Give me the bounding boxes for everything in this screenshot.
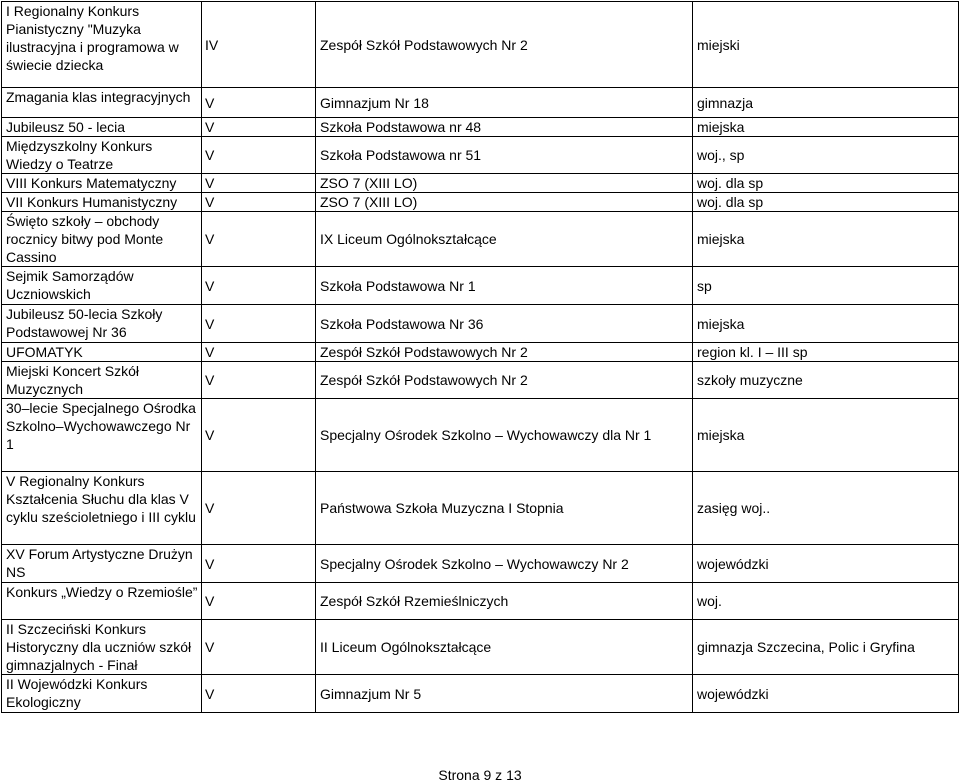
school-cell: Gimnazjum Nr 18 [316, 88, 693, 118]
school-cell: IX Liceum Ogólnokształcące [316, 212, 693, 267]
table-row [2, 267, 959, 305]
event-name-cell: Międzyszkolny Konkurs Wiedzy o Teatrze [2, 137, 202, 174]
event-name-cell: Sejmik Samorządów Uczniowskich [2, 267, 202, 305]
scope-cell: wojewódzki [693, 675, 959, 713]
table-row [2, 362, 959, 399]
school-cell: Szkoła Podstawowa Nr 36 [316, 305, 693, 343]
level-cell: V [202, 305, 316, 343]
event-name-cell: VIII Konkurs Matematyczny [2, 174, 202, 193]
table-row [2, 583, 959, 620]
school-cell: Państwowa Szkoła Muzyczna I Stopnia [316, 472, 693, 545]
level-cell: V [202, 472, 316, 545]
scope-cell: woj., sp [693, 137, 959, 174]
scope-cell: gimnazja Szczecina, Polic i Gryfina [693, 620, 959, 675]
table-row [2, 399, 959, 472]
school-cell: Szkoła Podstawowa nr 51 [316, 137, 693, 174]
school-cell: ZSO 7 (XIII LO) [316, 193, 693, 212]
table-row [2, 137, 959, 174]
table-row [2, 193, 959, 212]
level-cell: V [202, 88, 316, 118]
event-name-cell: VII Konkurs Humanistyczny [2, 193, 202, 212]
scope-cell: miejska [693, 212, 959, 267]
scope-cell: sp [693, 267, 959, 305]
level-cell: V [202, 212, 316, 267]
level-cell: V [202, 267, 316, 305]
scope-cell: wojewódzki [693, 545, 959, 583]
level-cell: V [202, 545, 316, 583]
scope-cell: woj. dla sp [693, 193, 959, 212]
school-cell: Zespół Szkół Rzemieślniczych [316, 583, 693, 620]
event-name-cell: 30–lecie Specjalnego Ośrodka Szkolno–Wychowawczego Nr 1 [2, 399, 202, 472]
table-row [2, 2, 959, 88]
level-cell: V [202, 583, 316, 620]
event-name-cell: XV Forum Artystyczne Drużyn NS [2, 545, 202, 583]
school-cell: Specjalny Ośrodek Szkolno – Wychowawczy Nr 2 [316, 545, 693, 583]
scope-cell: region kl. I – III sp [693, 343, 959, 362]
level-cell: V [202, 362, 316, 399]
table-row [2, 174, 959, 193]
level-cell: V [202, 193, 316, 212]
scope-cell: miejska [693, 399, 959, 472]
scope-cell: miejska [693, 305, 959, 343]
level-cell: V [202, 137, 316, 174]
scope-cell: miejski [693, 2, 959, 88]
table-row [2, 305, 959, 343]
table-row [2, 620, 959, 675]
event-name-cell: II Szczeciński Konkurs Historyczny dla uczniów szkół gimnazjalnych - Finał [2, 620, 202, 675]
event-name-cell: V Regionalny Konkurs Kształcenia Słuchu dla klas V cyklu sześcioletniego i III cyklu [2, 472, 202, 545]
level-cell: IV [202, 2, 316, 88]
school-cell: Szkoła Podstawowa Nr 1 [316, 267, 693, 305]
level-cell: V [202, 118, 316, 137]
events-table-body [2, 2, 959, 713]
table-row [2, 343, 959, 362]
table-row [2, 88, 959, 118]
page-number: Strona 9 z 13 [438, 767, 522, 783]
event-name-cell: Konkurs „Wiedzy o Rzemiośle” [2, 583, 202, 620]
school-cell: Gimnazjum Nr 5 [316, 675, 693, 713]
event-name-cell: Święto szkoły – obchody rocznicy bitwy pod Monte Cassino [2, 212, 202, 267]
table-row [2, 675, 959, 713]
level-cell: V [202, 620, 316, 675]
event-name-cell: Jubileusz 50 - lecia [2, 118, 202, 137]
scope-cell: woj. dla sp [693, 174, 959, 193]
school-cell: Szkoła Podstawowa nr 48 [316, 118, 693, 137]
table-row [2, 545, 959, 583]
school-cell: II Liceum Ogólnokształcące [316, 620, 693, 675]
event-name-cell: I Regionalny Konkurs Pianistyczny "Muzyka ilustracyjna i programowa w świecie dziecka [2, 2, 202, 88]
event-name-cell: Jubileusz 50-lecia Szkoły Podstawowej Nr 36 [2, 305, 202, 343]
level-cell: V [202, 399, 316, 472]
events-table [1, 1, 959, 713]
scope-cell: woj. [693, 583, 959, 620]
scope-cell: zasięg woj.. [693, 472, 959, 545]
scope-cell: szkoły muzyczne [693, 362, 959, 399]
scope-cell: gimnazja [693, 88, 959, 118]
school-cell: Zespół Szkół Podstawowych Nr 2 [316, 343, 693, 362]
event-name-cell: Miejski Koncert Szkół Muzycznych [2, 362, 202, 399]
table-row [2, 212, 959, 267]
level-cell: V [202, 343, 316, 362]
school-cell: Specjalny Ośrodek Szkolno – Wychowawczy dla Nr 1 [316, 399, 693, 472]
event-name-cell: Zmagania klas integracyjnych [2, 88, 202, 118]
school-cell: ZSO 7 (XIII LO) [316, 174, 693, 193]
level-cell: V [202, 174, 316, 193]
table-row [2, 118, 959, 137]
school-cell: Zespół Szkół Podstawowych Nr 2 [316, 2, 693, 88]
scope-cell: miejska [693, 118, 959, 137]
school-cell: Zespół Szkół Podstawowych Nr 2 [316, 362, 693, 399]
event-name-cell: UFOMATYK [2, 343, 202, 362]
level-cell: V [202, 675, 316, 713]
event-name-cell: II Wojewódzki Konkurs Ekologiczny [2, 675, 202, 713]
table-row [2, 472, 959, 545]
